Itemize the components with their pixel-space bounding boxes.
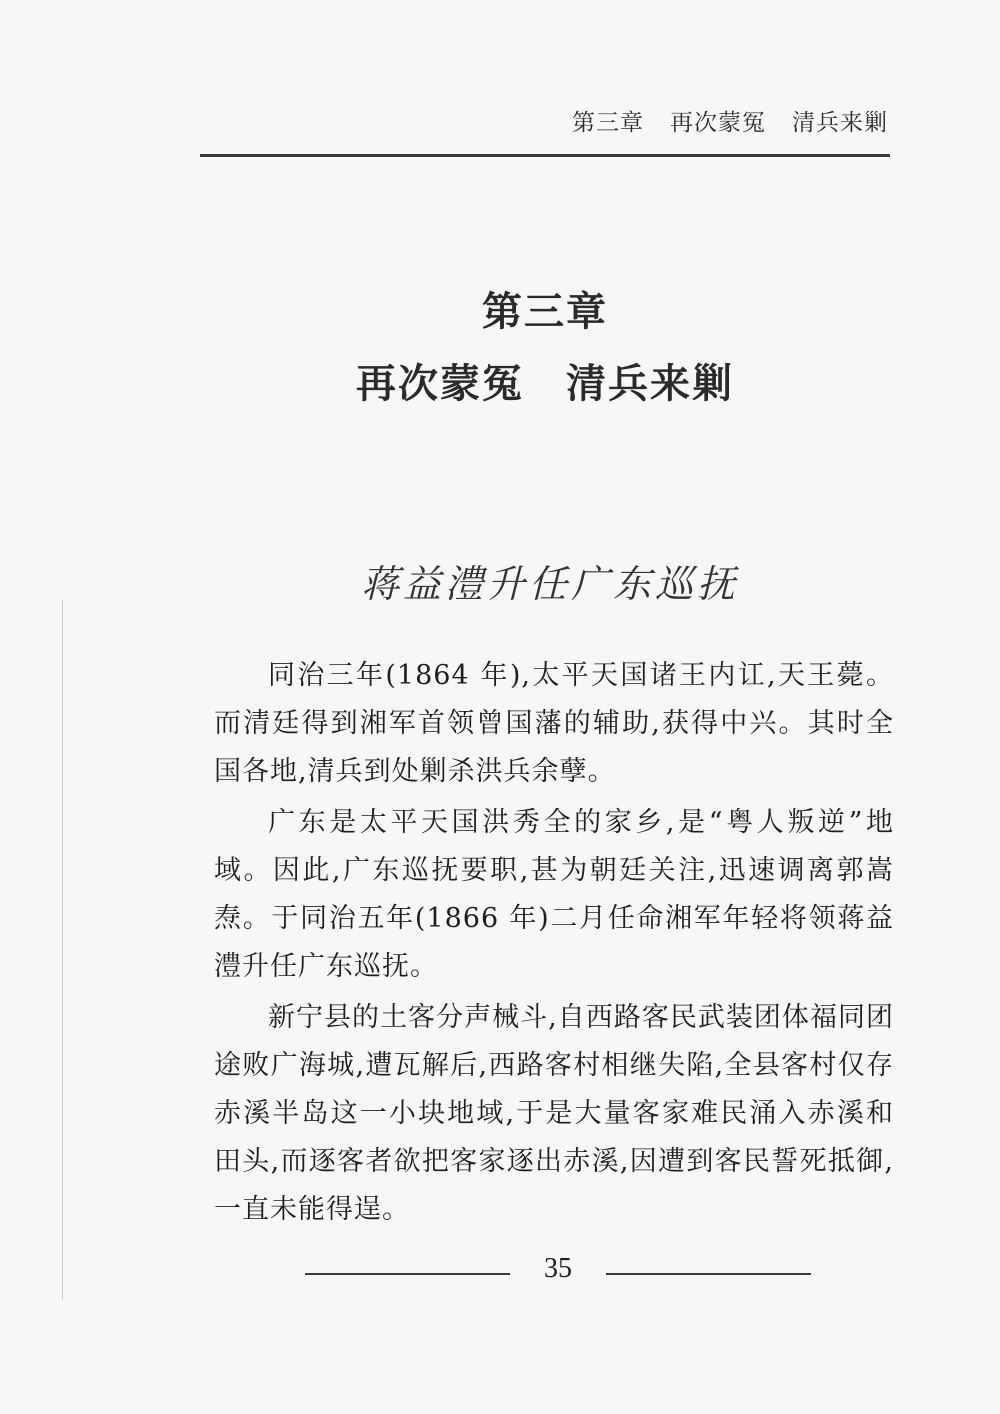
- section-title: 蒋益澧升任广东巡抚: [360, 562, 739, 606]
- running-header-part1: 再次蒙冤: [670, 110, 766, 136]
- running-header: [572, 104, 888, 137]
- body-text: [214, 652, 894, 1237]
- paragraph-1: 同治三年(1864 年),太平天国诸王内讧,天王薨。而清廷得到湘军首领曾国藩的辅助,获得中兴。其时全国各地,清兵到处剿杀洪兵余孽。: [214, 660, 894, 787]
- page-number: 35: [544, 1253, 572, 1284]
- running-header-chapter: 第三章: [572, 110, 644, 136]
- paragraph-3: 新宁县的土客分声械斗,自西路客民武装团体福同团途败广海城,遭瓦解后,西路客村相继失陷,全县客村仅存赤溪半岛这一小块地域,于是大量客家难民涌入赤溪和田头,而逐客者欲把客家逐出赤溪,因遭到客民誓死抵御,一直未能得逞。: [214, 1002, 894, 1225]
- chapter-title-part2: 清兵来剿: [566, 361, 734, 407]
- scan-edge-line: [62, 600, 63, 1300]
- page-footer: [0, 1253, 1000, 1293]
- chapter-title-part1: 再次蒙冤: [356, 361, 524, 407]
- footer-rule-right: [606, 1273, 811, 1275]
- paragraph-2: 广东是太平天国洪秀全的家乡,是“粤人叛逆”地域。因此,广东巡抚要职,甚为朝廷关注,迅速调离郭嵩焘。于同治五年(1866 年)二月任命湘军年轻将领蒋益澧升任广东巡抚。: [214, 807, 894, 982]
- footer-rule-left: [305, 1273, 510, 1275]
- chapter-number: 第三章: [482, 289, 608, 335]
- running-header-part2: 清兵来剿: [792, 110, 888, 136]
- header-rule: [200, 154, 890, 157]
- chapter-title: [0, 352, 1000, 409]
